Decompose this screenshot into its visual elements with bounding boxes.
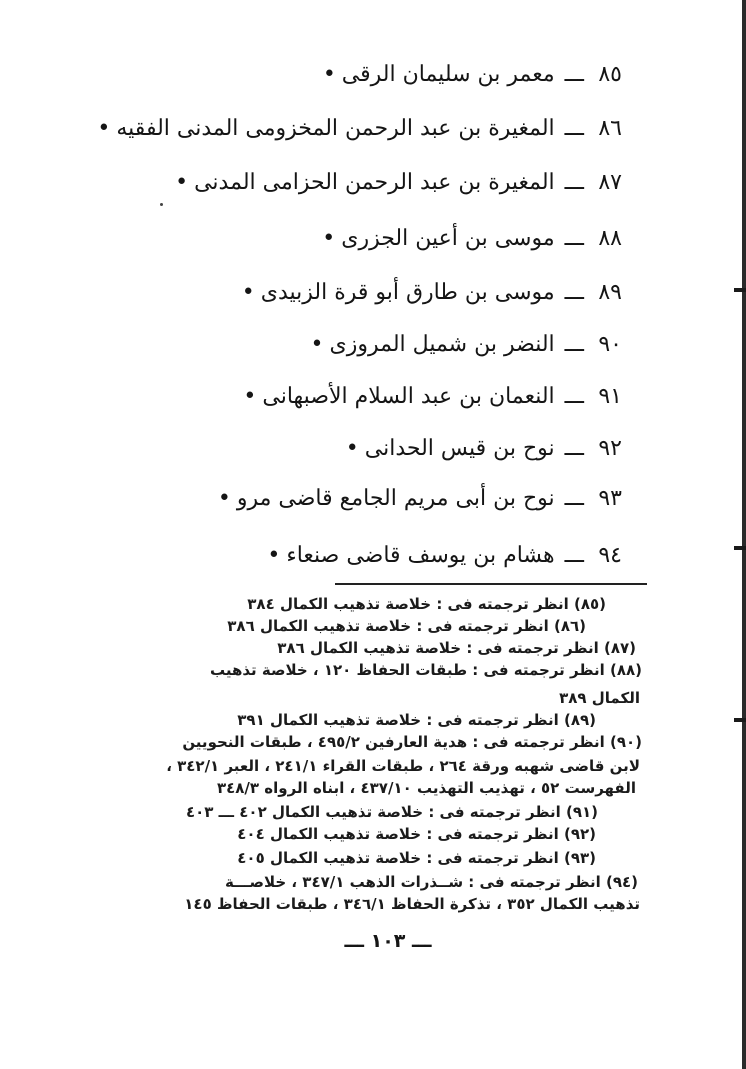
footnote-line: (٩٠) انظر ترجمته فى : هدية العارفين ٤٩٥/٢ ، طبقات النحويين (182, 733, 642, 751)
bullet-icon: • (267, 543, 281, 568)
footnote-line: لابن قاضى شهبه ورقة ٢٦٤ ، طبقات القراء ٢٤١/١ ، العبر ٣٤٢/١ ، (166, 757, 640, 775)
bullet-icon: • (97, 116, 111, 141)
entry-number: ٩١ (598, 384, 622, 409)
entry-name: هشام بن يوسف قاضى صنعاء (286, 543, 555, 568)
bullet-icon: • (175, 170, 189, 195)
entry-dash: ـــ (564, 543, 584, 568)
footnote-line: (٨٨) انظر ترجمته فى : طبقات الحفاظ ١٢٠ ، خلاصة تذهيب (209, 661, 642, 679)
entry-name: المغيرة بن عبد الرحمن الحزامى المدنى (194, 170, 555, 195)
footnote-line: الكمال ٣٨٩ (559, 689, 640, 707)
entry-dash: ـــ (564, 332, 584, 357)
footnote-line: (٩٤) انظر ترجمته فى : شــذرات الذهب ٣٤٧/١ ، خلاصـــة (224, 873, 638, 891)
bullet-icon: • (322, 62, 336, 87)
entry-name: المغيرة بن عبد الرحمن المخزومى المدنى الفقيه (116, 116, 555, 141)
edge-mark (734, 546, 746, 550)
bullet-icon: • (345, 436, 359, 461)
entry-number: ٨٩ (598, 280, 622, 305)
page-edge-shadow (742, 0, 746, 1069)
list-item (323, 60, 622, 90)
footnote-line: (٨٩) انظر ترجمته فى : خلاصة تذهيب الكمال ٣٩١ (237, 711, 596, 729)
list-item (175, 168, 622, 198)
entry-number: ٨٦ (598, 116, 622, 141)
scan-speck (160, 203, 163, 206)
entry-number: ٨٥ (598, 62, 622, 87)
entry-dash: ـــ (564, 280, 584, 305)
entry-dash: ـــ (564, 116, 584, 141)
footnote-line: (٨٥) انظر ترجمته فى : خلاصة تذهيب الكمال ٣٨٤ (247, 595, 606, 613)
list-item (346, 434, 622, 464)
footnote-line: (٩١) انظر ترجمته فى : خلاصة تذهيب الكمال ٤٠٢ ـــ ٤٠٣ (185, 803, 598, 821)
footnote-line: تذهيب الكمال ٣٥٢ ، تذكرة الحفاظ ٣٤٦/١ ، طبقات الحفاظ ١٤٥ (184, 895, 640, 913)
entry-number: ٨٧ (598, 170, 622, 195)
entry-name: النعمان بن عبد السلام الأصبهانى (262, 384, 555, 409)
entry-number: ٩٠ (598, 332, 622, 357)
list-item (243, 382, 622, 412)
entry-number: ٩٣ (598, 486, 622, 511)
entry-dash: ـــ (564, 226, 584, 251)
list-item (242, 278, 622, 308)
entry-name: نوح بن قيس الحدانى (364, 436, 555, 461)
entry-dash: ـــ (564, 384, 584, 409)
edge-mark (734, 288, 746, 292)
entry-dash: ـــ (564, 436, 584, 461)
entry-name: معمر بن سليمان الرقى (341, 62, 555, 87)
entry-name: موسى بن طارق أبو قرة الزبيدى (260, 280, 555, 305)
list-item (322, 224, 622, 254)
footnote-line: (٨٧) انظر ترجمته فى : خلاصة تذهيب الكمال ٣٨٦ (277, 639, 636, 657)
list-item (218, 484, 622, 514)
footnote-line: الفهرست ٥٢ ، تهذيب التهذيب ٤٣٧/١٠ ، ابناه الرواه ٣٤٨/٣ (216, 779, 636, 797)
bullet-icon: • (241, 280, 255, 305)
footnote-separator (335, 583, 647, 585)
bullet-icon: • (310, 332, 324, 357)
list-item (267, 541, 622, 571)
entry-dash: ـــ (564, 170, 584, 195)
entry-number: ٨٨ (598, 226, 622, 251)
page-number: ـــ ١٠٣ ـــ (344, 930, 432, 952)
footnote-line: (٨٦) انظر ترجمته فى : خلاصة تذهيب الكمال ٣٨٦ (227, 617, 586, 635)
entry-dash: ـــ (564, 486, 584, 511)
entry-dash: ـــ (564, 62, 584, 87)
footnote-line: (٩٣) انظر ترجمته فى : خلاصة تذهيب الكمال ٤٠٥ (237, 849, 596, 867)
bullet-icon: • (217, 486, 231, 511)
bullet-icon: • (322, 226, 336, 251)
bullet-icon: • (243, 384, 257, 409)
entry-number: ٩٤ (598, 543, 622, 568)
entry-name: نوح بن أبى مريم الجامع قاضى مرو (236, 486, 555, 511)
footnote-line: (٩٢) انظر ترجمته فى : خلاصة تذهيب الكمال ٤٠٤ (237, 825, 596, 843)
entry-name: النضر بن شميل المروزى (329, 332, 555, 357)
entry-name: موسى بن أعين الجزرى (341, 226, 555, 251)
edge-mark (734, 718, 746, 722)
list-item (97, 114, 622, 144)
list-item (311, 330, 622, 360)
entry-number: ٩٢ (598, 436, 622, 461)
